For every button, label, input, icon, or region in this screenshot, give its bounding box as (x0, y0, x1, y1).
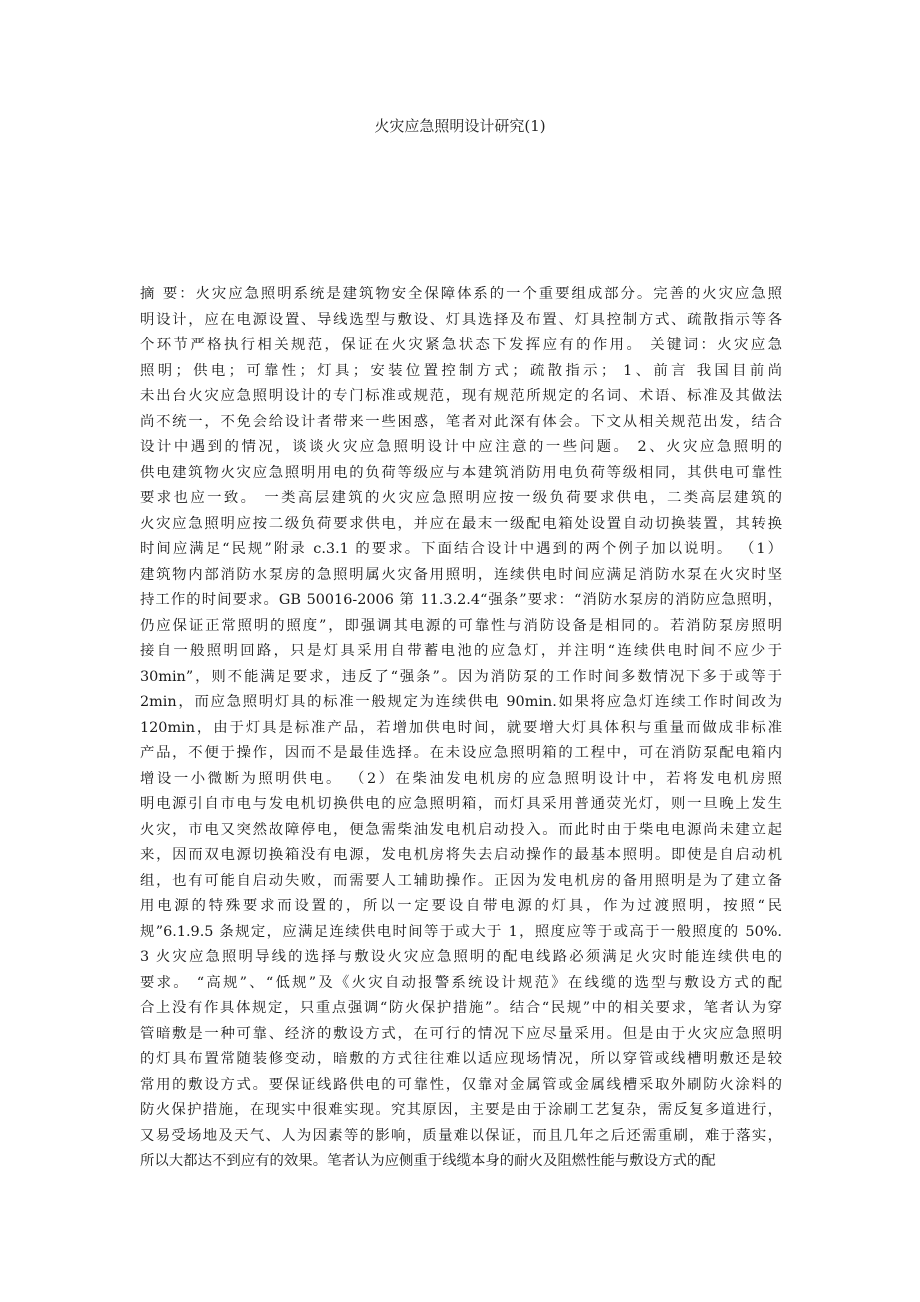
body-line: 仍应保证正常照明的照度”，即强调其电源的可靠性与消防设备是相同的。若消防泵房照明 (140, 617, 782, 634)
body-line: 管暗敷是一种可靠、经济的敷设方式，在可行的情况下应尽量采用。但是由于火灾应急照明 (140, 1025, 782, 1042)
body-line: 规”6.1.9.5 条规定，应满足连续供电时间等于或大于 1，照度应等于或高于一般照度的 50%. (140, 923, 782, 940)
body-line: 时间应满足“民规”附录 c.3.1 的要求。下面结合设计中遇到的两个例子加以说明。 （1） (140, 541, 782, 557)
body-line: 的灯具布置常随装修变动，暗敷的方式往往难以适应现场情况，所以穿管或线槽明敷还是较 (140, 1051, 782, 1067)
body-line: 用电源的特殊要求而设置的，所以一定要设自带电源的灯具，作为过渡照明，按照“民 (140, 898, 782, 914)
body-line: 所以大都达不到应有的效果。笔者认为应侧重于线缆本身的耐火及阻燃性能与敷设方式的配 (140, 1153, 716, 1169)
body-line: 供电建筑物火灾应急照明用电的负荷等级应与本建筑消防用电负荷等级相同，其供电可靠性 (140, 464, 782, 481)
body-line: 合上没有作具体规定，只重点强调“防火保护措施”。结合“民规”中的相关要求，笔者认为穿 (140, 1000, 782, 1016)
body-line: 明设计，应在电源设置、导线选型与敷设、灯具选择及布置、灯具控制方式、疏散指示等各 (140, 311, 782, 328)
body-line: 火灾应急照明应按二级负荷要求供电，并应在最末一级配电箱处设置自动切换装置，其转换 (140, 515, 782, 532)
body-line: 未出台火灾应急照明设计的专门标准或规范，现有规范所规定的名词、术语、标准及其做法 (140, 388, 782, 404)
body-line: 增设一小微断为照明供电。 （2）在柴油发电机房的应急照明设计中，若将发电机房照 (140, 770, 782, 787)
document-title: 火灾应急照明设计研究(1) (374, 117, 546, 135)
body-line: 建筑物内部消防水泵房的急照明属火灾备用照明，连续供电时间应满足消防水泵在火灾时坚 (140, 566, 782, 583)
body-line: 120min，由于灯具是标准产品，若增加供电时间，就要增大灯具体积与重量而做成非标准 (140, 719, 782, 736)
body-line: 3 火灾应急照明导线的选择与敷设火灾应急照明的配电线路必须满足火灾时能连续供电的 (140, 949, 782, 965)
body-line: 尚不统一，不免会给设计者带来一些困惑，笔者对此深有体会。下文从相关规范出发，结合 (140, 413, 782, 430)
body-line: 30min”，则不能满足要求，违反了“强条”。因为消防泵的工作时间多数情况下多于或等于 (140, 668, 782, 685)
body-line: 产品，不便于操作，因而不是最佳选择。在未设应急照明箱的工程中，可在消防泵配电箱内 (140, 745, 782, 761)
body-line: 个环节严格执行相关规范，保证在火灾紧急状态下发挥应有的作用。 关键词：火灾应急 (140, 337, 782, 353)
body-line: 要求也应一致。 一类高层建筑的火灾应急照明应按一级负荷要求供电，二类高层建筑的 (140, 490, 782, 506)
body-line: 摘 要：火灾应急照明系统是建筑物安全保障体系的一个重要组成部分。完善的火灾应急照 (140, 286, 782, 302)
body-line: 2min，而应急照明灯具的标准一般规定为连续供电 90min.如果将应急灯连续工作时间改为 (140, 694, 782, 710)
body-line: 接自一般照明回路，只是灯具采用自带蓄电池的应急灯，并注明“连续供电时间不应少于 (140, 643, 782, 659)
body-line: 来，因而双电源切换箱没有电源，发电机房将失去启动操作的最基本照明。即使是自启动机 (140, 847, 782, 863)
body-line: 明电源引自市电与发电机切换供电的应急照明箱，而灯具采用普通荧光灯，则一旦晚上发生 (140, 796, 782, 812)
document-body (140, 282, 782, 1175)
body-line: 持工作的时间要求。GB 50016-2006 第 11.3.2.4“强条”要求：“消防水泵房的消防应急照明， (140, 592, 782, 608)
body-line: 组，也有可能自启动失败，而需要人工辅助操作。正因为发电机房的备用照明是为了建立备 (140, 872, 782, 889)
body-line: 要求。 “高规”、“低规”及《火灾自动报警系统设计规范》在线缆的选型与敷设方式的配 (140, 974, 782, 991)
body-line: 火灾，市电又突然故障停电，便急需柴油发电机启动投入。而此时由于柴电电源尚未建立起 (140, 821, 782, 838)
body-line: 设计中遇到的情况，谈谈火灾应急照明设计中应注意的一些问题。 2、火灾应急照明的 (140, 439, 782, 455)
body-line: 常用的敷设方式。要保证线路供电的可靠性，仅靠对金属管或金属线槽采取外刷防火涂料的 (140, 1076, 782, 1093)
body-line: 又易受场地及天气、人为因素等的影响，质量难以保证，而且几年之后还需重刷，难于落实， (140, 1127, 782, 1144)
body-line: 照明；供电；可靠性；灯具；安装位置控制方式；疏散指示； 1、前言 我国目前尚 (140, 362, 782, 379)
body-line: 防火保护措施，在现实中很难实现。究其原因，主要是由于涂刷工艺复杂，需反复多道进行， (140, 1102, 782, 1118)
